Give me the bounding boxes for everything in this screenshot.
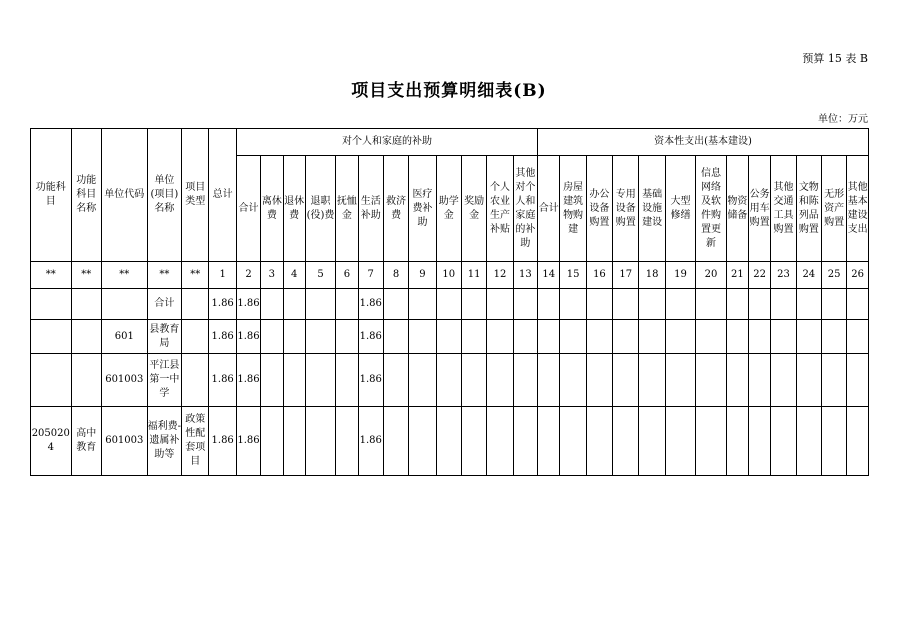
- header-capital-total: 合计: [538, 156, 560, 262]
- header-func-name: 功能科目名称: [71, 129, 101, 262]
- cell-living-subsidy: 1.86: [358, 289, 383, 320]
- index-cell: 8: [383, 262, 408, 289]
- header-other-capital: 其他基本建设支出: [847, 156, 869, 262]
- index-cell: 5: [305, 262, 335, 289]
- cell-func: [31, 320, 72, 354]
- index-cell: **: [31, 262, 72, 289]
- table-row: [31, 407, 869, 476]
- index-cell: **: [71, 262, 101, 289]
- cell-personal-total: 1.86: [236, 407, 260, 476]
- header-material-reserve: 物资储备: [726, 156, 748, 262]
- header-living-subsidy: 生活补助: [358, 156, 383, 262]
- index-cell: **: [101, 262, 147, 289]
- cell-type: [182, 289, 209, 320]
- index-cell: 3: [261, 262, 283, 289]
- index-cell: 1: [209, 262, 236, 289]
- header-official-vehicle: 公务用车购置: [748, 156, 770, 262]
- header-retirement-veteran: 离休费: [261, 156, 283, 262]
- cell-func-name: [71, 354, 101, 407]
- header-major-repair: 大型修缮: [665, 156, 695, 262]
- header-special-equipment: 专用设备购置: [613, 156, 639, 262]
- header-other-transport: 其他交通工具购置: [771, 156, 796, 262]
- cell-code: 601003: [101, 407, 147, 476]
- index-cell: **: [147, 262, 181, 289]
- cell-total: 1.86: [209, 407, 236, 476]
- index-cell: 11: [461, 262, 486, 289]
- index-cell: 15: [560, 262, 586, 289]
- header-intangible-assets: 无形资产购置: [821, 156, 846, 262]
- header-project-type: 项目类型: [182, 129, 209, 262]
- header-unit-name: 单位(项目)名称: [147, 129, 181, 262]
- header-total: 总计: [209, 129, 236, 262]
- header-student-aid: 助学金: [436, 156, 461, 262]
- index-cell: 9: [409, 262, 436, 289]
- index-cell: 26: [847, 262, 869, 289]
- page-title: 项目支出预算明细表(B): [351, 81, 547, 101]
- cell-func: [31, 354, 72, 407]
- cell-code: 601003: [101, 354, 147, 407]
- index-cell: 22: [748, 262, 770, 289]
- cell-func: [31, 289, 72, 320]
- index-cell: 16: [586, 262, 612, 289]
- header-agri-subsidy: 个人农业生产补贴: [487, 156, 513, 262]
- header-office-equipment: 办公设备购置: [586, 156, 612, 262]
- index-cell: 20: [696, 262, 726, 289]
- header-pension: 抚恤金: [336, 156, 358, 262]
- index-cell: 14: [538, 262, 560, 289]
- header-func-subject: 功能科目: [31, 129, 72, 262]
- index-cell: 4: [283, 262, 305, 289]
- header-unit-code: 单位代码: [101, 129, 147, 262]
- table-row: [31, 354, 869, 407]
- header-building: 房屋建筑物购建: [560, 156, 586, 262]
- table-row: [31, 289, 869, 320]
- index-cell: 12: [487, 262, 513, 289]
- cell-code: 601: [101, 320, 147, 354]
- index-cell: **: [182, 262, 209, 289]
- cell-name: 县教育局: [147, 320, 181, 354]
- cell-type: [182, 320, 209, 354]
- cell-name: 合计: [147, 289, 181, 320]
- cell-total: 1.86: [209, 354, 236, 407]
- form-code: 预算 15 表 B: [802, 52, 868, 65]
- header-reward: 奖励金: [461, 156, 486, 262]
- index-row: [31, 262, 869, 289]
- index-cell: 21: [726, 262, 748, 289]
- index-cell: 19: [665, 262, 695, 289]
- header-resignation: 退职(役)费: [305, 156, 335, 262]
- index-cell: 6: [336, 262, 358, 289]
- index-cell: 25: [821, 262, 846, 289]
- header-personal-total: 合计: [236, 156, 260, 262]
- index-cell: 17: [613, 262, 639, 289]
- cell-func-name: [71, 289, 101, 320]
- index-cell: 23: [771, 262, 796, 289]
- unit-label: 单位：万元: [818, 114, 868, 125]
- header-it-network: 信息网络及软件购置更新: [696, 156, 726, 262]
- cell-func: 2050204: [31, 407, 72, 476]
- cell-type: [182, 354, 209, 407]
- index-cell: 24: [796, 262, 821, 289]
- cell-name: 福利费-遗属补助等: [147, 407, 181, 476]
- header-group-capital: 资本性支出(基本建设): [538, 129, 869, 156]
- header-infrastructure: 基础设施建设: [639, 156, 665, 262]
- index-cell: 7: [358, 262, 383, 289]
- header-medical-subsidy: 医疗费补助: [409, 156, 436, 262]
- cell-func-name: 高中教育: [71, 407, 101, 476]
- index-cell: 13: [513, 262, 537, 289]
- header-other-personal: 其他对个人和家庭的补助: [513, 156, 537, 262]
- budget-table: [30, 128, 869, 476]
- cell-func-name: [71, 320, 101, 354]
- cell-living-subsidy: 1.86: [358, 407, 383, 476]
- cell-living-subsidy: 1.86: [358, 354, 383, 407]
- header-group-personal: 对个人和家庭的补助: [236, 129, 537, 156]
- cell-personal-total: 1.86: [236, 354, 260, 407]
- header-cultural-relics: 文物和陈列品购置: [796, 156, 821, 262]
- cell-name: 平江县第一中学: [147, 354, 181, 407]
- header-retirement: 退休费: [283, 156, 305, 262]
- index-cell: 18: [639, 262, 665, 289]
- header-relief: 救济费: [383, 156, 408, 262]
- cell-code: [101, 289, 147, 320]
- cell-type: 政策性配套项目: [182, 407, 209, 476]
- table-row: [31, 320, 869, 354]
- cell-personal-total: 1.86: [236, 320, 260, 354]
- cell-total: 1.86: [209, 320, 236, 354]
- cell-personal-total: 1.86: [236, 289, 260, 320]
- cell-living-subsidy: 1.86: [358, 320, 383, 354]
- cell-total: 1.86: [209, 289, 236, 320]
- index-cell: 10: [436, 262, 461, 289]
- index-cell: 2: [236, 262, 260, 289]
